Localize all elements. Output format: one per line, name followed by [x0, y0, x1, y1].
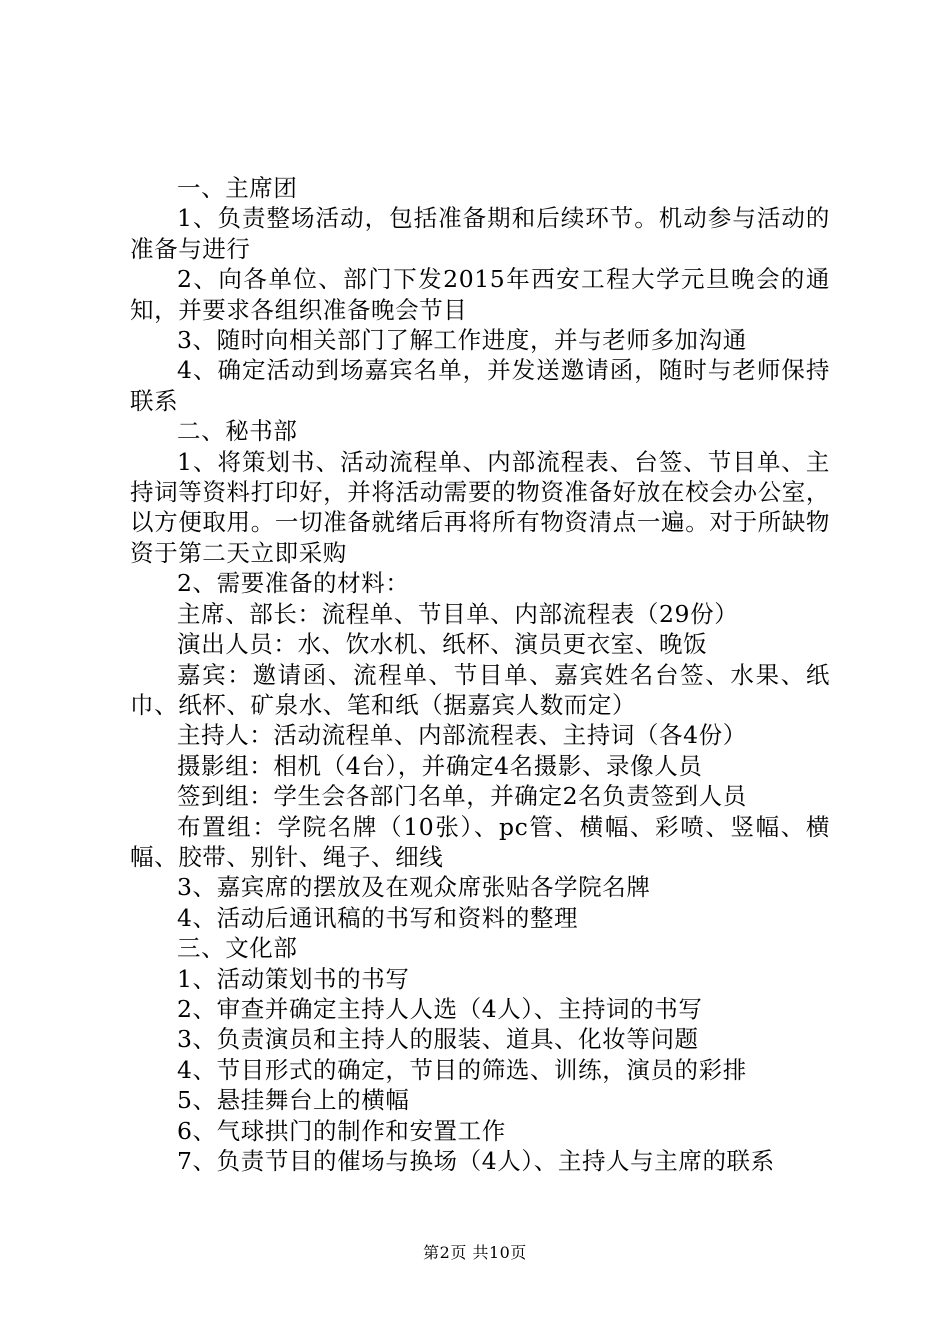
paragraph: 4、活动后通讯稿的书写和资料的整理	[177, 903, 579, 932]
paragraph: 7、负责节目的催场与换场（4人）、主持人与主席的联系	[177, 1147, 775, 1175]
section-heading-culture: 三、文化部	[177, 934, 298, 963]
materials-item: 演出人员：水、饮水机、纸杯、演员更衣室、晚饭	[177, 630, 708, 659]
paragraph: 1、将策划书、活动流程单、内部流程表、台签、节目单、主持词等资料打印好，并将活动需要的物资准备好放在校会办公室，以方便取用。一切准备就绪后再将所有物资清点一遍。对于所缺物资于第二天立即采购	[130, 447, 830, 567]
paragraph: 2、审查并确定主持人人选（4人）、主持词的书写	[177, 994, 703, 1023]
paragraph: 4、节目形式的确定，节目的筛选、训练，演员的彩排	[177, 1055, 747, 1084]
paragraph: 1、负责整场活动，包括准备期和后续环节。机动参与活动的准备与进行	[130, 204, 830, 263]
materials-item: 签到组：学生会各部门名单，并确定2名负责签到人员	[177, 782, 747, 811]
paragraph: 2、需要准备的材料：	[177, 569, 410, 598]
section-heading-secretariat: 二、秘书部	[177, 417, 298, 446]
paragraph: 3、嘉宾席的摆放及在观众席张贴各学院名牌	[177, 873, 651, 902]
paragraph: 2、向各单位、部门下发2015年西安工程大学元旦晚会的通知，并要求各组织准备晚会节目	[130, 265, 830, 324]
materials-item: 主席、部长：流程单、节目单、内部流程表（29份）	[177, 599, 739, 628]
section-heading-presidium: 一、主席团	[177, 174, 298, 202]
materials-item: 主持人：活动流程单、内部流程表、主持词（各4份）	[177, 721, 747, 750]
paragraph: 3、随时向相关部门了解工作进度，并与老师多加沟通	[177, 326, 747, 355]
page-number-footer: 第2页 共10页	[423, 1243, 527, 1262]
paragraph: 6、气球拱门的制作和安置工作	[177, 1116, 506, 1145]
paragraph: 3、负责演员和主持人的服装、道具、化妆等问题	[177, 1025, 699, 1054]
document-body	[130, 173, 830, 1176]
paragraph: 1、活动策划书的书写	[177, 964, 410, 993]
paragraph: 5、悬挂舞台上的横幅	[177, 1086, 410, 1115]
materials-item: 摄影组：相机（4台），并确定4名摄影、录像人员	[177, 751, 703, 780]
materials-item: 布置组：学院名牌（10张）、pc管、横幅、彩喷、竖幅、横幅、胶带、别针、绳子、细线	[130, 812, 830, 871]
paragraph: 4、确定活动到场嘉宾名单，并发送邀请函，随时与老师保持联系	[130, 356, 830, 415]
materials-item: 嘉宾：邀请函、流程单、节目单、嘉宾姓名台签、水果、纸巾、纸杯、矿泉水、笔和纸（据嘉宾人数而定）	[130, 660, 830, 719]
